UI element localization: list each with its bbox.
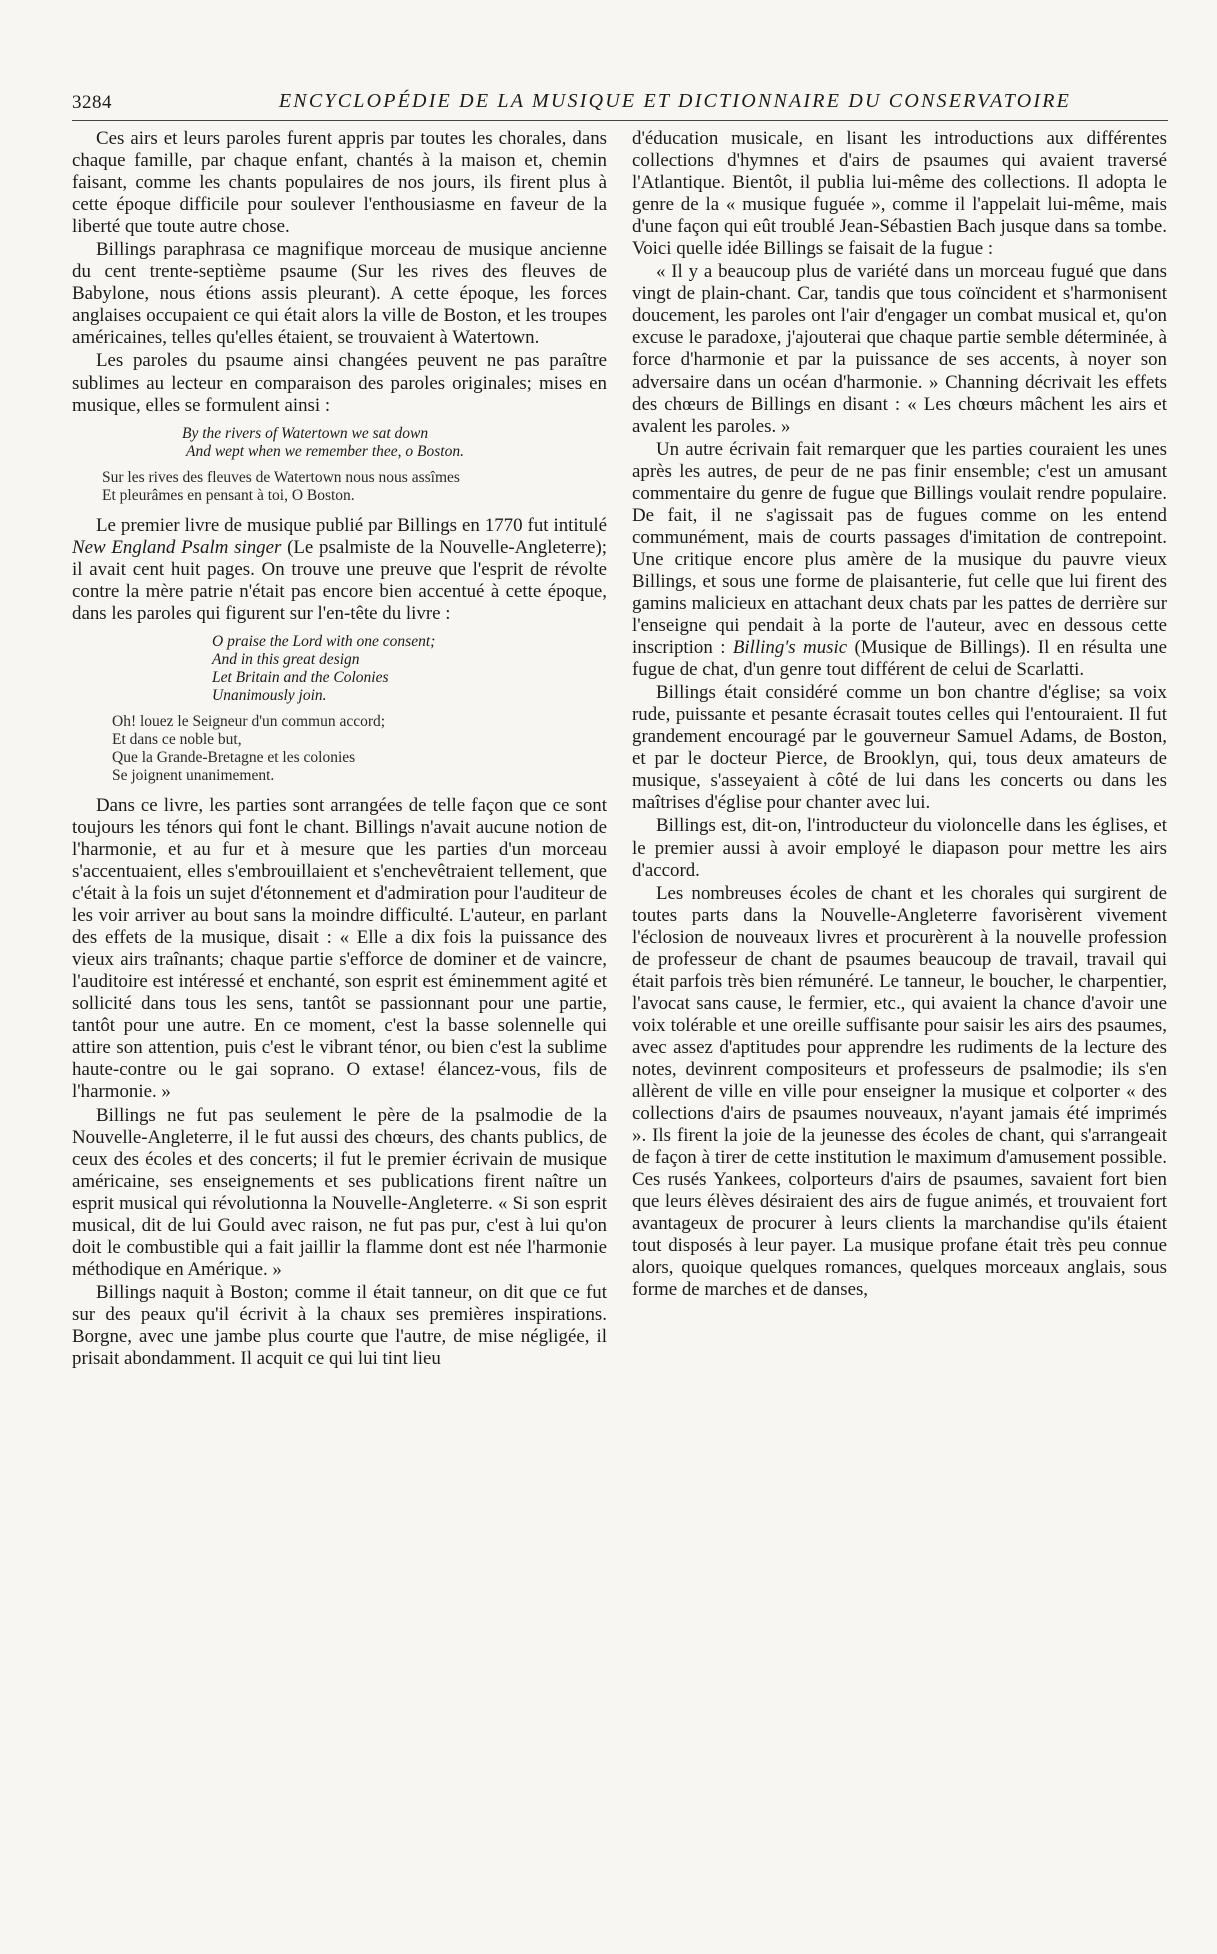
paragraph: d'éducation musicale, en lisant les introductions aux différentes collections d'hymnes et d'airs de psaumes qui avaient traversé l'Atlantique. Bientôt, il publia lui-même des collections. Il adopta le genre de la « musique fuguée », comme il l'appelait lui-même, mais d'une façon qui eût troublé Jean-Sébastien Bach jusque dans sa tombe. Voici quelle idée Billings se faisait de la fugue : — [632, 128, 1167, 260]
paragraph: Billings était considéré comme un bon chantre d'église; sa voix rude, puissante et pesante écrasait toutes celles qui l'entouraient. Il fut grandement encouragé par le gouverneur Samuel Adams, de Boston, et par le docteur Pierce, de Brooklyn, qui, tous deux amateurs de musique, s'asseyaient à côté de lui dans les concerts ou dans les maîtrises d'église pour chanter avec lui. — [632, 682, 1167, 814]
verse-english-2 — [72, 633, 607, 705]
right-column — [632, 128, 1167, 1301]
paragraph — [632, 439, 1167, 682]
text-run: Le premier livre de musique publié par Billings en 1770 fut intitulé — [96, 514, 607, 536]
paragraph: « Il y a beaucoup plus de variété dans un morceau fugué que dans vingt de plain-chant. Car, tandis que tous coïncident et s'harmonisent doucement, les paroles ont l'air d'engager un combat musical et, qu'on excuse le paradoxe, j'ajouterai que chaque partie semble déterminée, à force d'harmonie et par la puissance de ses accents, à noyer son adversaire dans un océan d'harmonie. » Channing décrivait les effets des chœurs de Billings en disant : « Les chœurs mâchent les airs et avalent les paroles. » — [632, 261, 1167, 437]
paragraph: Dans ce livre, les parties sont arrangées de telle façon que ce sont toujours les ténors qui font le chant. Billings n'avait aucune notion de l'harmonie, et au fur et à mesure que les parties d'un morceau s'accentuaient, elles s'embrouillaient et s'enchevêtraient tellement, que c'était à la fois un sujet d'étonnement et d'admiration pour l'auditeur de les voir arriver au bout sans la moindre difficulté. L'auteur, en parlant des effets de la musique, disait : « Elle a dix fois la puissance des vieux airs traînants; chaque partie s'efforce de dominer et de vaincre, l'auditoire est intéressé et enchanté, son esprit est éminemment agité et sollicité dans tous les sens, tantôt se passionnant pour une partie, tantôt pour une autre. En ce moment, c'est la basse solennelle qui attire son attention, puis c'est le vibrant ténor, ou bien c'est la sublime haute-contre ou le gai soprano. O extase! élancez-vous, fils de l'harmonie. » — [72, 794, 607, 1103]
verse-line: By the rivers of Watertown we sat down — [182, 424, 429, 442]
paragraph: Les paroles du psaume ainsi changées peuvent ne pas paraître sublimes au lecteur en comparaison des paroles originales; mises en musique, elles se formulent ainsi : — [72, 350, 607, 416]
verse-line: Sur les rives des fleuves de Watertown nous nous assîmes — [102, 468, 460, 486]
verse-line: Se joignent unanimement. — [112, 766, 275, 784]
text-run: Un autre écrivain fait remarquer que les parties couraient les unes après les autres, de peur de ne pas finir ensemble; c'est un amusant commentaire du genre de fugue que Billings voulait rendre populaire. De fait, il ne s'agissait pas de fugues comme on les entend communément, mais de courts passages d'imitation de contrepoint. Une critique encore plus amère de la musique du pauvre vieux Billings, et sous une forme de plaisanterie, fut celle que lui firent des gamins malicieux en attachant deux chats par les pattes de derrière sur l'enseigne qui pendait à la porte de l'auteur, avec en dessous cette inscription : — [632, 438, 1167, 659]
verse-line: Oh! louez le Seigneur d'un commun accord; — [112, 712, 386, 730]
verse-french-1 — [72, 469, 607, 505]
paragraph: Billings ne fut pas seulement le père de la psalmodie de la Nouvelle-Angleterre, il le fut aussi des chœurs, des chants publics, de ceux des écoles et des concerts; il fut le premier écrivain de musique américaine, ses enseignements et ses publications firent naître un esprit musical qui révolutionna la Nouvelle-Angleterre. « Si son esprit musical, dit de lui Gould avec raison, ne fut pas pur, c'est à lui qu'on doit le combustible qui a fait jaillir la flamme dont est née l'harmonie méthodique en Amérique. » — [72, 1104, 607, 1280]
inscription-text: Billing's music — [732, 637, 848, 659]
page-number: 3284 — [72, 92, 112, 113]
paragraph: Ces airs et leurs paroles furent appris par toutes les chorales, dans chaque famille, par chaque enfant, chantés à la maison et, chemin faisant, comme les chants populaires de nos jours, ils firent plus à cette époque difficile pour soulever l'enthousiasme en faveur de la liberté que toute autre chose. — [72, 128, 607, 238]
paragraph: Billings paraphrasa ce magnifique morceau de musique ancienne du cent trente-septième psaume (Sur les rives des fleuves de Babylone, nous étions assis pleurant). A cette époque, les forces anglaises occupaient ce qui était alors la ville de Boston, et les troupes américaines, telles qu'elles étaient, se trouvaient à Watertown. — [72, 239, 607, 349]
verse-line: And wept when we remember thee, o Boston. — [186, 442, 464, 460]
paragraph: Billings naquit à Boston; comme il était tanneur, on dit que ce fut sur des peaux qu'il écrivit à la chaux ses premières inspirations. Borgne, avec une jambe plus courte que l'autre, de mise négligée, il prisait abondamment. Il acquit ce qui lui tint lieu — [72, 1281, 607, 1370]
text-run: (Musique de Billings). Il en résulta une fugue de chat, d'un genre tout différent de celui de Scarlatti. — [632, 637, 1167, 681]
verse-line: Let Britain and the Colonies — [212, 668, 389, 686]
running-head: ENCYCLOPÉDIE DE LA MUSIQUE ET DICTIONNAIRE DU CONSERVATOIRE — [278, 90, 1072, 112]
text-run: (Le psalmiste de la Nouvelle-Angleterre); il avait cent huit pages. On trouve une preuve que l'esprit de révolte contre la mère patrie n'était pas encore bien accentué à cette époque, dans les paroles qui figurent sur l'en-tête du livre : — [72, 536, 607, 624]
verse-line: And in this great design — [212, 650, 360, 668]
paragraph: Billings est, dit-on, l'introducteur du violoncelle dans les églises, et le premier aussi à avoir employé le diapason pour mettre les airs d'accord. — [632, 815, 1167, 881]
left-column — [72, 128, 607, 1370]
verse-english-1 — [72, 425, 607, 461]
book-title: New England Psalm singer — [72, 536, 282, 558]
verse-line: Et dans ce noble but, — [112, 730, 242, 748]
paragraph: Les nombreuses écoles de chant et les chorales qui surgirent de toutes parts dans la Nouvelle-Angleterre favorisèrent vivement l'éclosion de nouveaux livres et procurèrent à la nouvelle profession de professeur de chant de psaumes beaucoup de travail, travail qui était parfois très bien rémunéré. Le tanneur, le boucher, le charpentier, l'avocat sans cause, le fermier, etc., qui avaient la chance d'avoir une voix tolérable et une oreille suffisante pour saisir les airs des psaumes, avec assez d'aptitudes pour apprendre les rudiments de la lecture des notes, devinrent compositeurs et professeurs de psalmodie; ils s'en allèrent de ville en ville pour enseigner la musique et colporter « des collections d'airs de psaumes nouveaux, n'ayant jamais été imprimés ». Ils firent la joie de la jeunesse des écoles de chant, qui s'arrangeait de façon à tirer de cette institution le maximum d'amusement possible. Ces rusés Yankees, colporteurs d'airs de psaumes, savaient fort bien que leurs élèves désiraient des airs de fugue animés, et trouvaient fort avantageux de procurer à leurs clients la marchandise qu'ils étaient tout disposés à leur payer. La musique profane était très peu connue alors, quoique quelques romances, quelques morceaux anglais, sous forme de marches et de danses, — [632, 882, 1167, 1301]
verse-line: Et pleurâmes en pensant à toi, O Boston. — [102, 486, 355, 504]
verse-line: O praise the Lord with one consent; — [212, 632, 436, 650]
verse-line: Unanimously join. — [212, 686, 327, 704]
verse-line: Que la Grande-Bretagne et les colonies — [112, 748, 356, 766]
paragraph — [72, 515, 607, 625]
verse-french-2 — [72, 713, 607, 785]
page-header — [72, 86, 1168, 121]
